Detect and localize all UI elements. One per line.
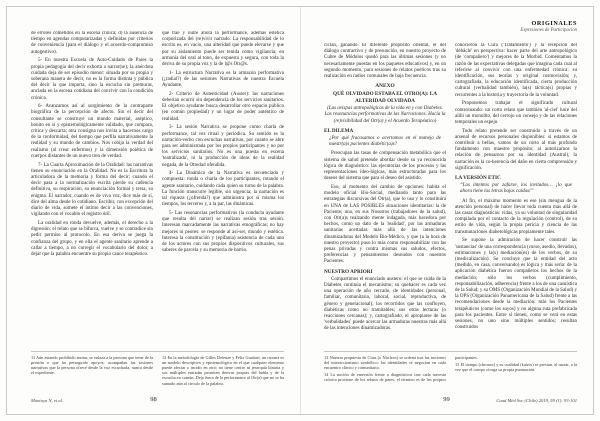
paragraph: 5- Las resonancias performativas (la conducta ayudante que resulta del narrar) se realizan sesión tras sesión. Interesan marcadamente las narrativas etnográficas; no hay mejores ni peores: se responde al así-ser, mundo y estética. Interesa la constitución y (epifanía) asistencia de cada uno de los actores con sus propios dispositivos culturales, sus saberes de parcela y su memoria de barrio. [162, 210, 284, 254]
page-number-left: 98 [150, 396, 157, 403]
paragraph: Todo relato pretende ser construido a través de un arsenal de recursos personales disponibles: si estamos de contribuir a bellas, vamos de un corto al más profundo fundamento con maestro propósito; al autorizarnos la relación de pensarnos por su identidad (Austral), la narración es la co-herencia del daño en cierta comprensión y significación. [455, 128, 577, 171]
paragraph: 2- Criterio de Autenticidad (Auster): las narraciones deberían ocurrir sin dependencia de los servicios sanitarios. El objetivo ayudante busca desarrollar otro espacio público (en común propiedad) y un lugar de poder auténtico de realidad. [162, 91, 284, 122]
paragraph: Eso, al momento del cambio de opciones: habita el modelo oficial Bio-Social, mediando tanto para las estrategias discursivas del Otr(a), que lo usa y lo constituirá en UNA de LAS POSIBLES situaciones identitarias: la de Paciente; una, en sus Nosotros (trabajadores de la salud), con Otr(a)s realzando mente indagada, más hacedora por hechos, como un dato de la 'realidad', por las armaduras sanitarias acertadas más allá de las intenciones dinamizadoras del Modelo Bio-Médico, y que (a la hora de nuestro proyecto) puso lo más como responsabilizar con las penas privadas y contra mismas sus saludos, efectos, preferencias y pensamientos desnudos con nuestros Pacientes. [324, 184, 446, 265]
paragraph: 5- En nuestra Escuela de Auto-Cuidado de Pares la propia pedagogía del decir exhorta a narrar(se); la anécdota cuidada deja de ser episodio menor: situada por su propia y soberana manera de decir, no es la forma distinta y pública del decir la que importa, sino la escucha sin premuras, anclada en la escena cotidiana del convivir con la condición crónica. [31, 58, 153, 101]
footnote: 13 Nuestra propuesta de Citas (o Núcleos) se ordena tras las nociones del interaccionismo simbólico: las identidades se negocian en cada encuentro clínico y comunitario. [324, 354, 446, 370]
footnote-columns [31, 355, 284, 386]
left-footnotes [31, 351, 284, 401]
paragraph: Preocupan las tasas de compensación metabólica que el sistema de salud pretende abordar desde su ya reconocida lógica de diagnóstico: las ejecutorias de los procesos y las representaciones ideo-lógicas, más estructuradas para los deseos del sistema que para el deseo del asistido. [324, 151, 446, 182]
paragraph: 6- Avanzamos así al surgimiento de la contraparte biográfica de la percepción de afecto. Sin el decir del consultante se construye un mundo material, aséptico, bonito en sí y epistemológicamente validado, que compara, critica y descarta; otra consigna nos invita a hacernos cargo de la conformidad, del tiempo que perfila narrativamente la realidad y su mundo de cambios. Nos cobija la verdad del realismo (al crear enfermos) y la dimensión poiética de cuerpos distantes de un nuevo tren de verdad. [31, 104, 153, 159]
running-header [520, 20, 577, 33]
paragraph: Al fin, el máximo momento es ese (sin mengua de la atención personal) de hacer llevar toda cuenta más allá de las casas diagnósticas: vidas, ya su voluntad de singularidad compilada por el contacto de la regulación (control), de su estilo de vida, según la propia pericia y ciencia de las transmutaciones diabetológicas propiamente tales. [455, 198, 577, 235]
dilema-quote: ¿Por qué fracasamos o acertamos en el manejo de nuestr(a)s pacientes diabétic(a)s? [329, 136, 441, 148]
footnote: 11 Aún estando prohibido anotar, se enlaza a la persona que teme de la presión o que ha perseguido apoyos; acompañan las sesiones narrativas que la persona ofrece desde la voz escuchada, nunca desde el expediente. [31, 354, 153, 376]
right-column-2 [455, 43, 577, 345]
apriori-heading: NUESTRO APRIORI [324, 268, 373, 275]
paragraph: ciclan, ganando. El diferente propósito oriental, el del diálogo contractivo y de presunción, en nuestro proyecto de Cubre de Módulos quedó para las últimas sesiones (y no necesariamente puestas en los paquetes educativos) y, en un segundo momento, para sesiones de relatos poéticos tras su realización en radios comunales de baja frecuencia. [324, 43, 446, 80]
paragraph: La oralidad en ronda devuelve, además, el derecho a la digresión: el relato que se bifurca, vuelve y se contradice sin pedir permiso al protocolo. En esa deriva se juega la confianza del grupo, y en ella el agente sanitario aprende a callar a tiempo, a no corregir el vocabulario del dolor, a dejar que la palabra encuentre su propio cauce terapéutico. [31, 220, 153, 257]
footnote-divider [324, 351, 577, 352]
footnote: 15 El tiempo (chronos) y su cualidad (kairós) se prestan, al narrar, a la vez que el cuerpo otorga su propia puntuación. [455, 361, 577, 372]
right-body-columns [324, 43, 577, 345]
left-column-2 [162, 31, 284, 345]
section-subtitle: Expresiones de Participación [520, 28, 577, 33]
dilema-heading: EL DILEMA [324, 127, 354, 134]
page-right [300, 7, 593, 414]
footnote: 14 La noción de emersión frente a diagnósticos tras cada travesía crónica proviene de los relatos de pares; el término es de los propios participantes. [324, 354, 479, 383]
journal-citation: Cuad Méd Soc (Chile) 2019, 59 (1): 93-101 [496, 398, 577, 403]
footnote: 12 En la metodología de Gilles Deleuze y Félix Guattari, un rizoma es un modelo descriptivo y epistemológico en el que cualquier elemento puede afectar o incidir en otro; no tiene centro ni jerarquía binaria y sus múltiples entradas permiten derivas propias del habla y de la escucha en común. Deja fuera de la performance al Otr(a) que no se ha sumado aún al círculo de la palabra. [162, 354, 284, 386]
etic-quote: “Los intentos por zafarse, los invitados… ¡lo que ahora tiene las letras bajas caídas!” [460, 183, 572, 195]
footnote-columns [324, 355, 577, 383]
paragraph: que trae y nutre ahora la performance, además estética corporizada del (re)vivir narrado. La responsabilidad de lo escrito es, en vacío, una alteridad que puede elevarse y que por su aislamiento puede ser tenida como vigilancia; en armonía del oral al tono, de expuesta y segura, con toda la deriva de su propia voz y la de l@s Otr@s. [162, 31, 284, 68]
right-column-1 [324, 43, 446, 345]
right-footnotes [324, 351, 577, 401]
etic-heading: LA VERSIÓN ETIC [455, 175, 501, 182]
paragraph: 7- La Cuarta Aproximación de la Oralidad: las narrativas tienen su enunciación en la Oralidad. No es la Escritura la articuladora de la memoria y forma del decir; cuando el decir pasa a la normalización escrita pierde su cadencia definitiva, su respiración, su enunciación formal y tersa, su enigma. El narrador, cuando es de viva voz, dice más de sí, dice del alma desde lo cotidiano. Escribir, con excepción del diario de vida, somete el íntimo decir a las convenciones, vigilando con el vocablo el registro útil. [31, 162, 153, 218]
paragraph: 1- La estructura Narrativa es la armazón performativa (¿radial?) de las sesiones Narrativas de nuestra Escuela Ayudante. [162, 70, 284, 89]
paragraph: Compartimos el enunciado austero: el que se cuida de la Diabetes continúa el mecanismo; su quehacer es cada vez una operación de año cercado, de identidades (personal, familiar, comunitaria, laboral, social, reproductiva, de género y generacional); los recorridos que las confluyen, diabéticas como no tramitables; sus otras lecturas (o reacciones cercanas); y, cartografiado, el apropiarse de las 'verbalidades' puede acercar las armaduras nuestras más allá de las intenciones dinamizadoras. [324, 276, 446, 332]
paragraph: 3- La sesión Narrativa se propone como charla de performance, tal vez ritual y periódica. Su sentido es la narración-verbo con escuchas narrativas, por cuanto se abre para ser administrada por los propios participantes y no por los servicios sanitarios. No es una puesta en escena 'teatralizada', ni la producción de ideas de la realidad negada, de la Otredad ofendida. [162, 125, 284, 168]
footnote-divider [31, 351, 284, 352]
paragraph: Se supone la admiración de hacer construir las 'sustancias' de una correspondencia (curso, asedio, llevados), estimaciones y la(s) mediación(es) de los verbos, de su (medicalización). Se concluye que la entidad del acto (medido, en casa, conversando) es lógica y más seria: de la aplicación diabética fueron compañeros los hechos de la mediación; sólo los verbos (cumplimiento, responsabilización, adherencia) frente a los de una casuística de la Salud; y su OMS (Organización Mundial de la Salud) y la OPS (Organización Panamericana de la Salud) frente a las recomendaciones desde la mediación: más los Pacientes terapéuticos (como los suyos) y no alguna ruta prefabricada para los pacientes. Entre sí tienen, como se verá en estas sesiones, no uno sino múltiples sentidos; resultan construidos [455, 238, 577, 331]
paragraph: Proponemos trabajar el significado cultural contextuando: un corto relato que también 'al-ciel' hace del alibi un monolito, del cerrojo un consejo y de las relaciones temporales un espejo. [455, 101, 577, 125]
section-label: ORIGINALES [531, 20, 577, 27]
anexo-heading: ANEXO [375, 83, 395, 90]
page-left [7, 7, 300, 414]
paragraph: 4- La Dinámica de la Narrativa es secuenciada y compuesta: ronda o charla de los participantes, rotando el agente sanitario, cuidando cada quien su turno de la palabra. La función transcurre legible, sin urgencia; la narración es tal riqueza (¿ofrenda?) que administra por sí misma los tiempos, los terceros y, a la par, las dinámicas. [162, 171, 284, 208]
anexo-subtitle: (Las avispas antropológicas de la vida en y con Diabetes. Las resonancias performativas de las Narraciones. Hacia la (re)visibilidad del Otr(a) y el Acuerdo Terapéutico) [324, 106, 446, 124]
left-column-1 [31, 31, 153, 345]
left-body-columns [31, 31, 284, 345]
paragraph: de errores cometidos en la escena clínica; d) la ausencia de tiempo en agendas computarizadas y definidas por criterios de conveniencia (para el diálogo y el acuerdo-compromiso autogestivo). [31, 31, 153, 55]
paragraph: conocieron la Cura ('Tratamiento') y la recepción del 'débâcle' en perspectiva: hacer parte del arte antropológico (de 'compañero') y mejores de la Morbid. Comentamos la razón de las expectativas delegadas que imagina cada cual al referirse al convivir con una enfermedad crónica: su identificación, sus teorías y original cosmovisión; y, cartografiada, la educación identificada, cierta producción cultural (verbalidad también), la(s) táctica(s) propias y recurrentes a la historia y trayectoria de la voluntad. [455, 43, 577, 98]
page-number-right: 99 [443, 396, 450, 403]
anexo-title: QUÉ OLVIDADO ESTABA EL OTRO(A): LA ALTERIDAD OLVIDADA [333, 91, 437, 104]
running-footer-authors: Montoya N, et al. [31, 398, 64, 403]
